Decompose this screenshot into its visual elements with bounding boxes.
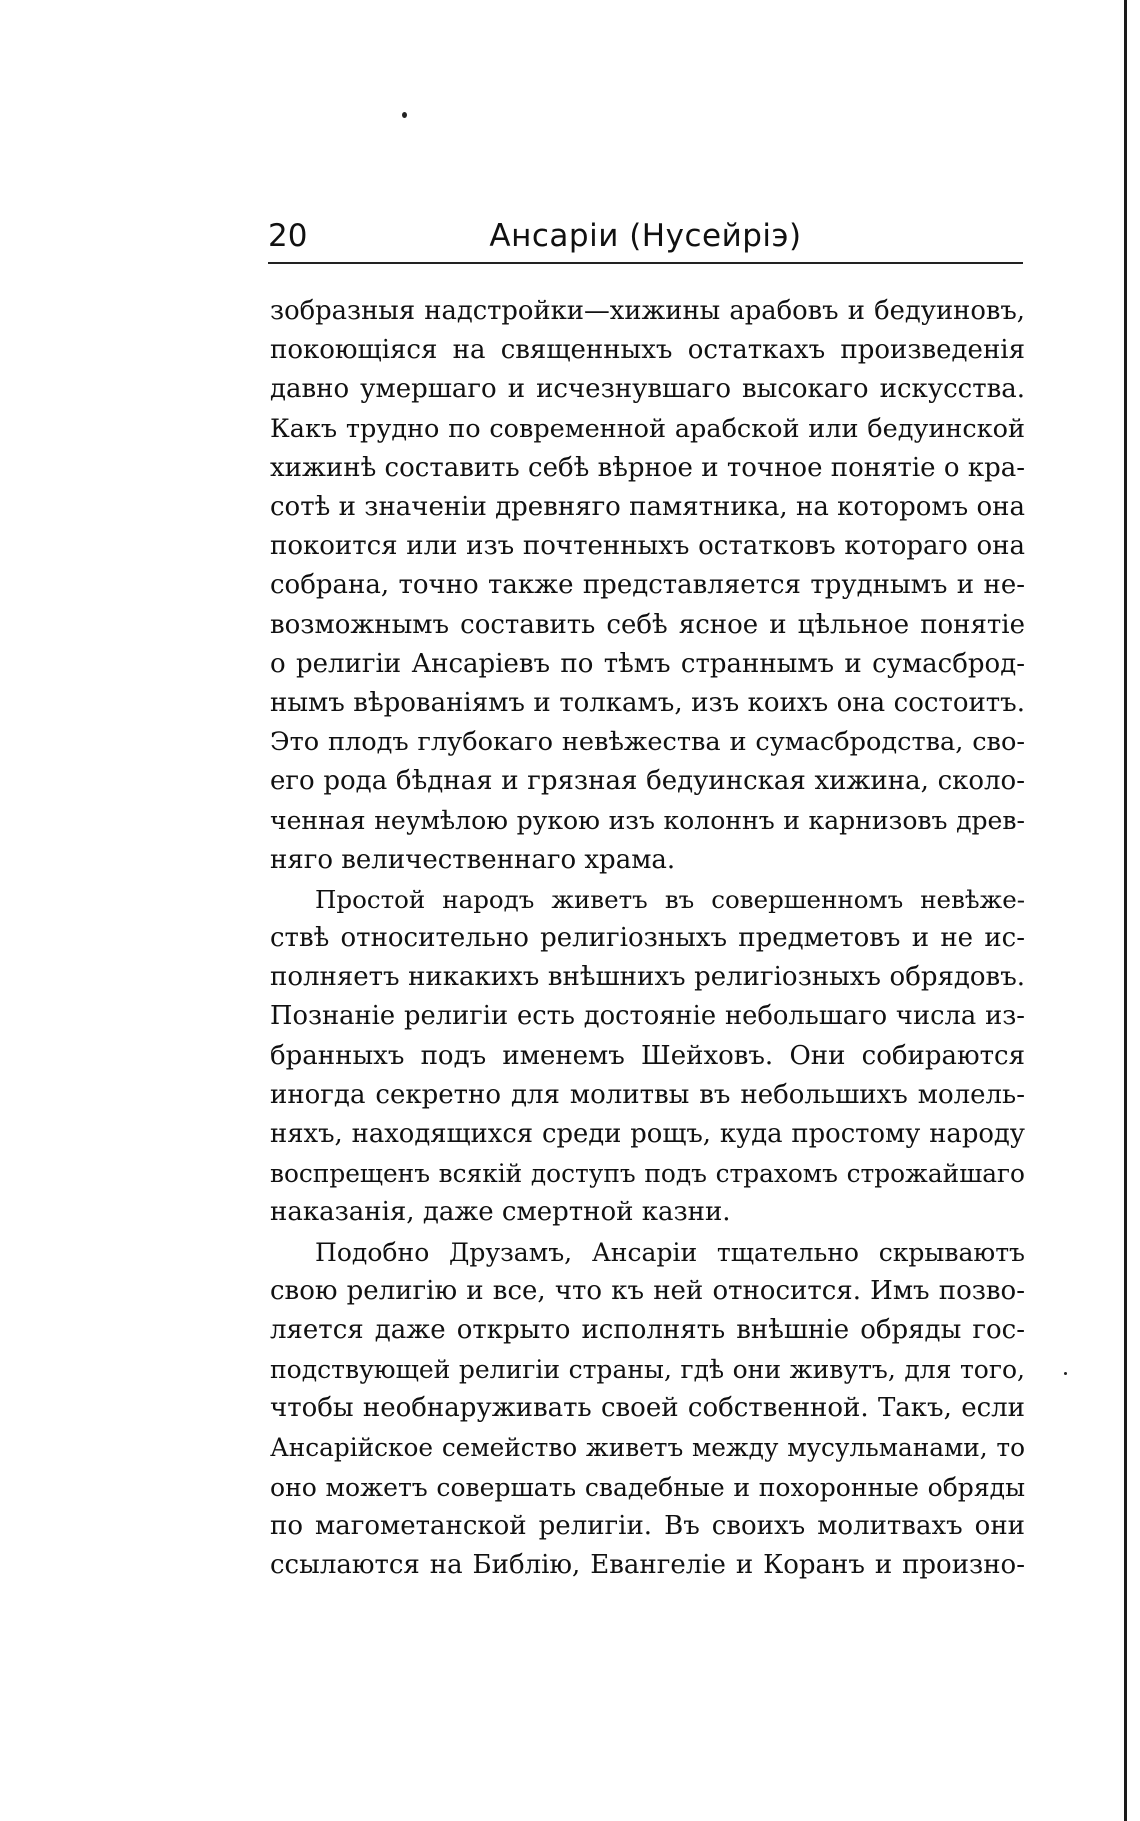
text-line: о религіи Ансаріевъ по тѣмъ страннымъ и сумасброд-: [270, 648, 1025, 679]
body-text: [270, 292, 1025, 1585]
text-line: нымъ вѣрованіямъ и толкамъ, изъ коихъ она состоитъ.: [270, 687, 1025, 718]
text-line: хижинѣ составить себѣ вѣрное и точное понятіе о кра-: [270, 452, 1025, 483]
text-line: чтобы необнаруживать своей собственной. Такъ, если: [270, 1393, 1025, 1424]
text-line: покоится или изъ почтенныхъ остатковъ котораго она: [270, 531, 1025, 562]
page-edge-border: [1124, 0, 1127, 1821]
text-line: по магометанской религіи. Въ своихъ молитвахъ они: [270, 1510, 1025, 1541]
text-line: полняетъ никакихъ внѣшнихъ религіозныхъ обрядовъ.: [270, 962, 1025, 993]
text-line: няго величественнаго храма.: [270, 844, 676, 875]
running-title: Ансаріи (Нусейріэ): [489, 218, 802, 254]
text-line: ляется даже открыто исполнять внѣшніе обряды гос-: [270, 1314, 1025, 1345]
text-line: его рода бѣдная и грязная бедуинская хижина, сколо-: [270, 766, 1025, 797]
text-line: подствующей религіи страны, гдѣ они живутъ, для того,: [270, 1355, 1025, 1385]
text-line: наказанія, даже смертной казни.: [270, 1197, 731, 1228]
text-line: бранныхъ подъ именемъ Шейховъ. Они собираются: [270, 1040, 1025, 1071]
text-line: Это плодъ глубокаго невѣжества и сумасбродства, сво-: [270, 727, 1025, 758]
text-line: возможнымъ составить себѣ ясное и цѣльное понятіе: [270, 609, 1025, 640]
text-line: Ансарійское семейство живетъ между мусульманами, то: [270, 1433, 1025, 1463]
text-line: ссылаются на Библію, Евангеліе и Коранъ и произно-: [270, 1550, 1025, 1580]
text-line: Какъ трудно по современной арабской или бедуинской: [270, 413, 1025, 444]
text-line: давно умершаго и исчезнувшаго высокаго искусства.: [270, 374, 1025, 405]
text-line: свою религію и все, что къ ней относится. Имъ позво-: [270, 1275, 1025, 1306]
text-line: иногда секретно для молитвы въ небольшихъ молель-: [270, 1079, 1025, 1110]
text-line: ченная неумѣлою рукою изъ колоннъ и карнизовъ древ-: [270, 806, 1025, 836]
text-line: воспрещенъ всякій доступъ подъ страхомъ строжайшаго: [270, 1159, 1025, 1189]
text-line: оно можетъ совершать свадебные и похоронные обряды: [270, 1472, 1025, 1502]
page-number: 20: [268, 218, 308, 254]
text-line: Подобно Друзамъ, Ансаріи тщательно скрываютъ: [315, 1237, 1025, 1267]
header-rule: [268, 262, 1023, 264]
text-line: собрана, точно также представляется труднымъ и не-: [270, 570, 1025, 601]
ink-speck: [1064, 1372, 1067, 1375]
ink-speck: [402, 112, 407, 118]
text-line: Познаніе религіи есть достояніе небольшаго числа из-: [270, 1001, 1025, 1032]
text-line: сотѣ и значеніи древняго памятника, на которомъ она: [270, 491, 1025, 522]
page-header: [268, 214, 1023, 258]
text-line: зобразныя надстройки—хижины арабовъ и бедуиновъ,: [270, 296, 1025, 326]
text-line: ствѣ относительно религіозныхъ предметовъ и не ис-: [270, 923, 1025, 953]
text-line: няхъ, находящихся среди рощъ, куда простому народу: [270, 1118, 1025, 1149]
text-line: покоющіяся на священныхъ остаткахъ произведенія: [270, 335, 1025, 366]
text-line: Простой народъ живетъ въ совершенномъ невѣже-: [315, 884, 1025, 914]
